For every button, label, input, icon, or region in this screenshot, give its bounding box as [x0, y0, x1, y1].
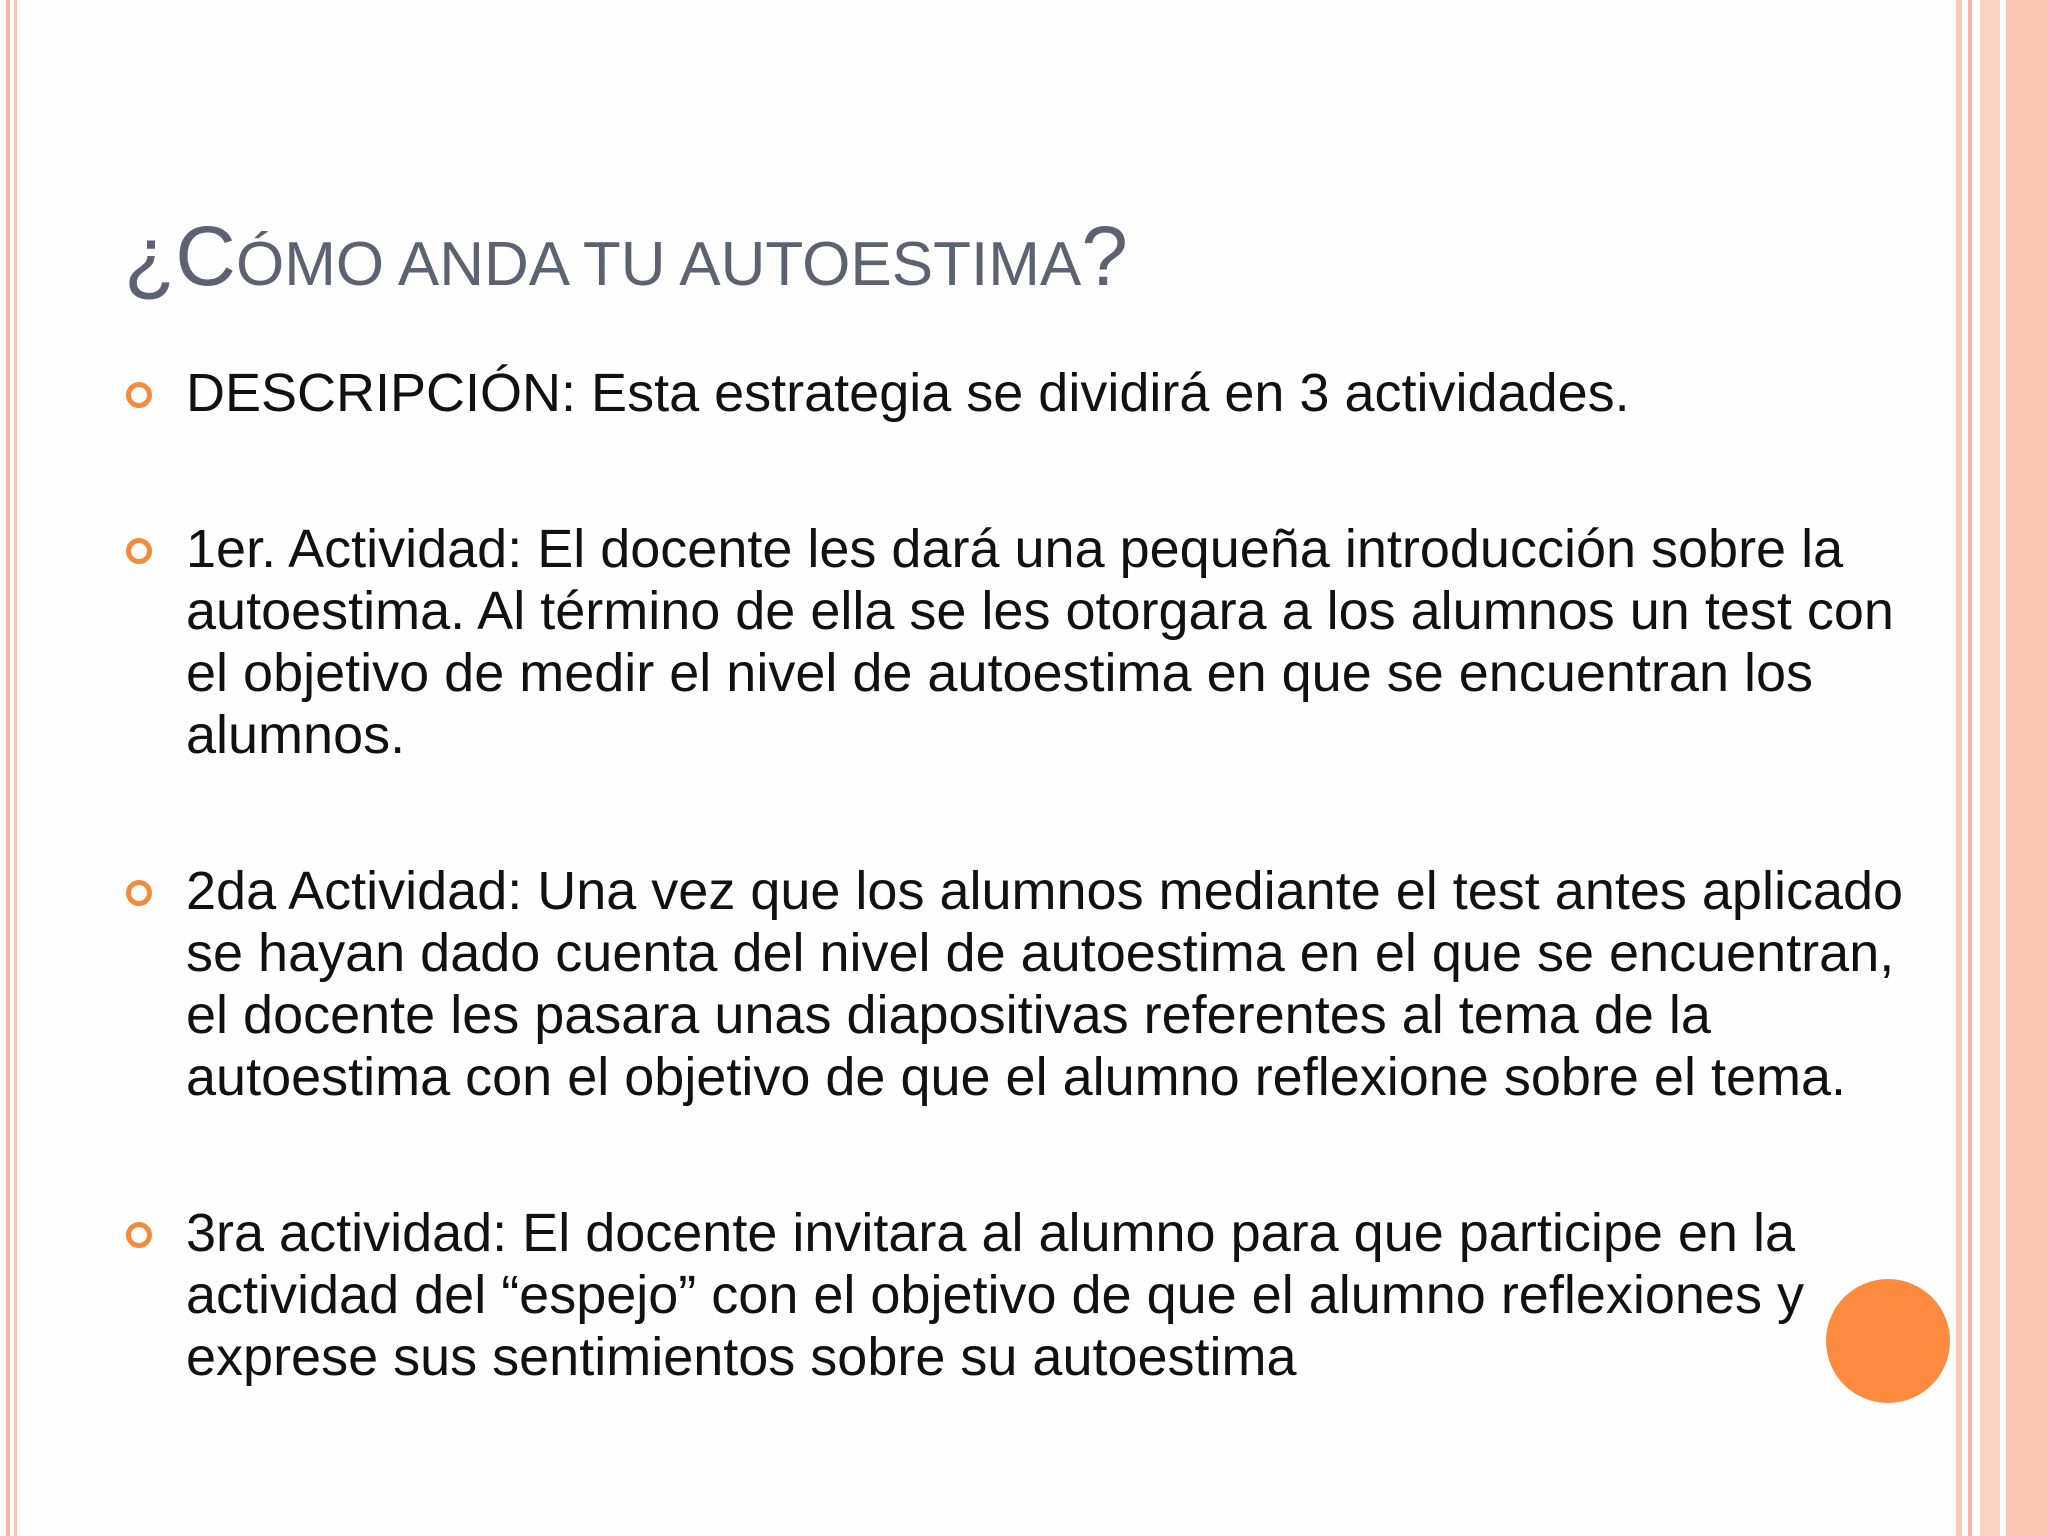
title-part: ? — [1081, 209, 1128, 303]
title-part: ¿C — [124, 209, 236, 303]
bullet-item — [124, 518, 1904, 766]
ring-bullet-icon — [126, 382, 152, 408]
ring-bullet-icon — [126, 538, 152, 564]
bullet-item — [124, 860, 1904, 1108]
right-border-stripe — [1980, 0, 2000, 1536]
title-part: ÓMO ANDA TU AUTOESTIMA — [235, 230, 1082, 299]
bullet-text: 1er. Actividad: El docente les dará una pequeña introducción sobre la autoestima. Al término de ella se les otorgara a los alumnos un test con el objetivo de medir el nivel de autoestima en que se encuentran los alumnos. — [186, 519, 1894, 765]
pointer-dot — [1826, 1279, 1950, 1403]
bullet-text: DESCRIPCIÓN: Esta estrategia se dividirá en 3 actividades. — [186, 363, 1630, 423]
bullet-text: 3ra actividad: El docente invitara al alumno para que participe en la actividad del “espejo” con el objetivo de que el alumno reflexiones y exprese sus sentimientos sobre su autoestima — [186, 1203, 1804, 1387]
bullet-item — [124, 1202, 1904, 1388]
ring-bullet-icon — [126, 880, 152, 906]
bullet-text: 2da Actividad: Una vez que los alumnos mediante el test antes aplicado se hayan dado cuenta del nivel de autoestima en el que se encuentran, el docente les pasara unas diapositivas referentes al tema de la autoestima con el objetivo de que el alumno reflexione sobre el tema. — [186, 861, 1904, 1107]
slide-title — [124, 206, 1128, 307]
bullet-item — [124, 362, 1904, 424]
left-border-line — [6, 0, 10, 1536]
bullet-list — [124, 362, 1904, 1388]
right-border-stripe — [1956, 0, 1962, 1536]
right-border-stripe — [2006, 0, 2048, 1536]
left-border-line-inner — [14, 0, 17, 1536]
right-border-stripe — [1968, 0, 1972, 1536]
ring-bullet-icon — [126, 1222, 152, 1248]
